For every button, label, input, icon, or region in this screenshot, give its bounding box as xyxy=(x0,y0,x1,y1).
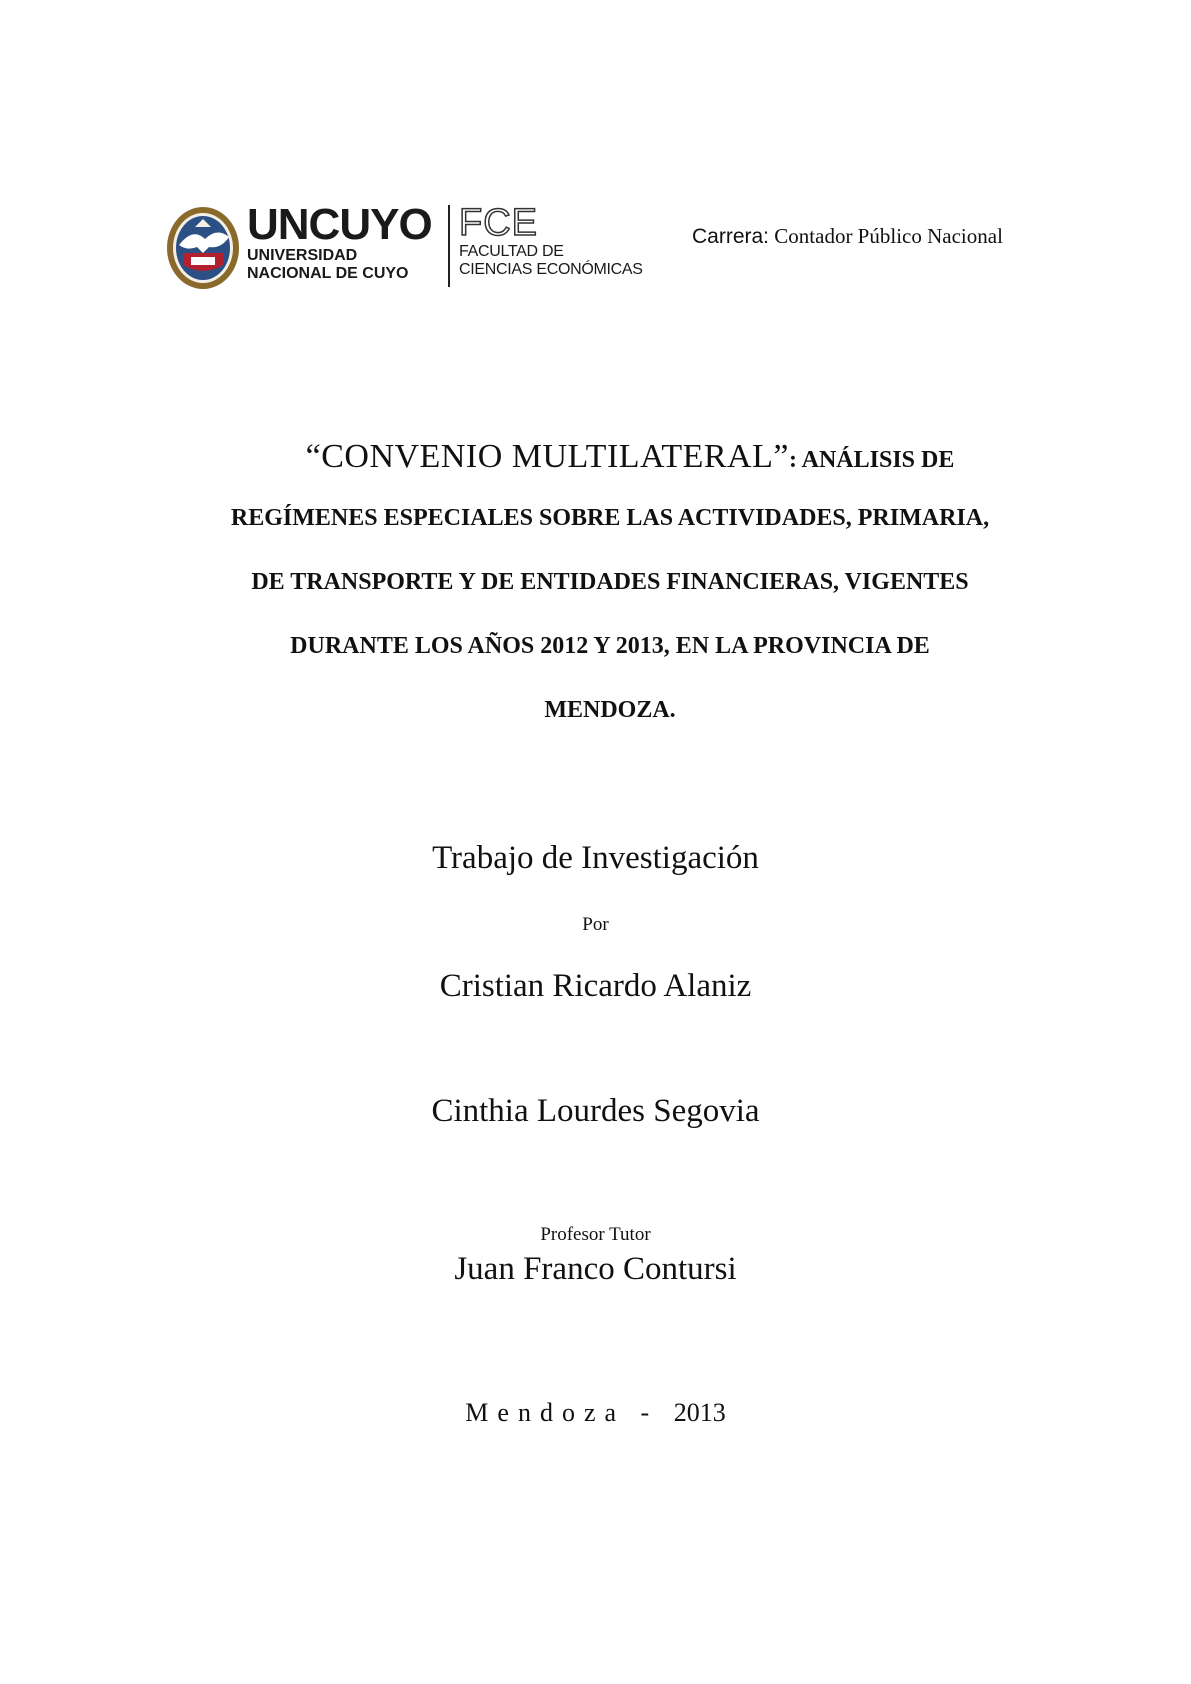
career-value: Contador Público Nacional xyxy=(774,224,1003,248)
title-line-2: REGÍMENES ESPECIALES SOBRE LAS ACTIVIDADES, PRIMARIA, xyxy=(230,505,990,531)
tutor-name-text: Juan Franco Contursi xyxy=(454,1251,737,1287)
title-line-1 xyxy=(150,425,1070,492)
faculty-name-line1: FACULTAD DE xyxy=(459,243,564,260)
footer-city: Mendoza xyxy=(465,1398,626,1427)
footer-separator: - xyxy=(640,1398,659,1427)
faculty-logo xyxy=(459,203,679,293)
university-seal-icon xyxy=(165,205,241,291)
title-line-3: DE TRANSPORTE Y DE ENTIDADES FINANCIERAS, VIGENTES xyxy=(251,569,969,595)
university-name-line1: UNIVERSIDAD xyxy=(247,247,358,264)
career-info xyxy=(692,224,1003,249)
header xyxy=(165,200,1065,303)
author-1: Cristian Ricardo Alaniz xyxy=(439,968,752,1004)
by-label: Por xyxy=(582,914,609,935)
thesis-title xyxy=(150,425,1070,742)
tutor-name xyxy=(0,1251,1191,1288)
footer-place-date xyxy=(0,1398,1191,1428)
university-logo xyxy=(247,200,432,293)
university-name-line2: NACIONAL DE CUYO xyxy=(247,265,409,282)
footer-year: 2013 xyxy=(673,1398,726,1427)
career-label: Carrera: xyxy=(692,225,770,248)
author-2: Cinthia Lourdes Segovia xyxy=(431,1093,760,1129)
title-line-5: MENDOZA. xyxy=(544,697,676,723)
work-type: Trabajo de Investigación xyxy=(432,840,759,876)
tutor-label: Profesor Tutor xyxy=(540,1224,651,1245)
university-short-name: UNCUYO xyxy=(247,200,432,249)
faculty-name-line2: CIENCIAS ECONÓMICAS xyxy=(459,261,643,278)
logo-divider xyxy=(448,205,450,287)
faculty-short-name: FCE xyxy=(459,202,538,244)
title-line-4: DURANTE LOS AÑOS 2012 Y 2013, EN LA PROVINCIA DE xyxy=(290,633,930,659)
title-line1-rest: : ANÁLISIS DE xyxy=(788,447,955,473)
title-quoted-part: “CONVENIO MULTILATERAL” xyxy=(305,438,789,475)
